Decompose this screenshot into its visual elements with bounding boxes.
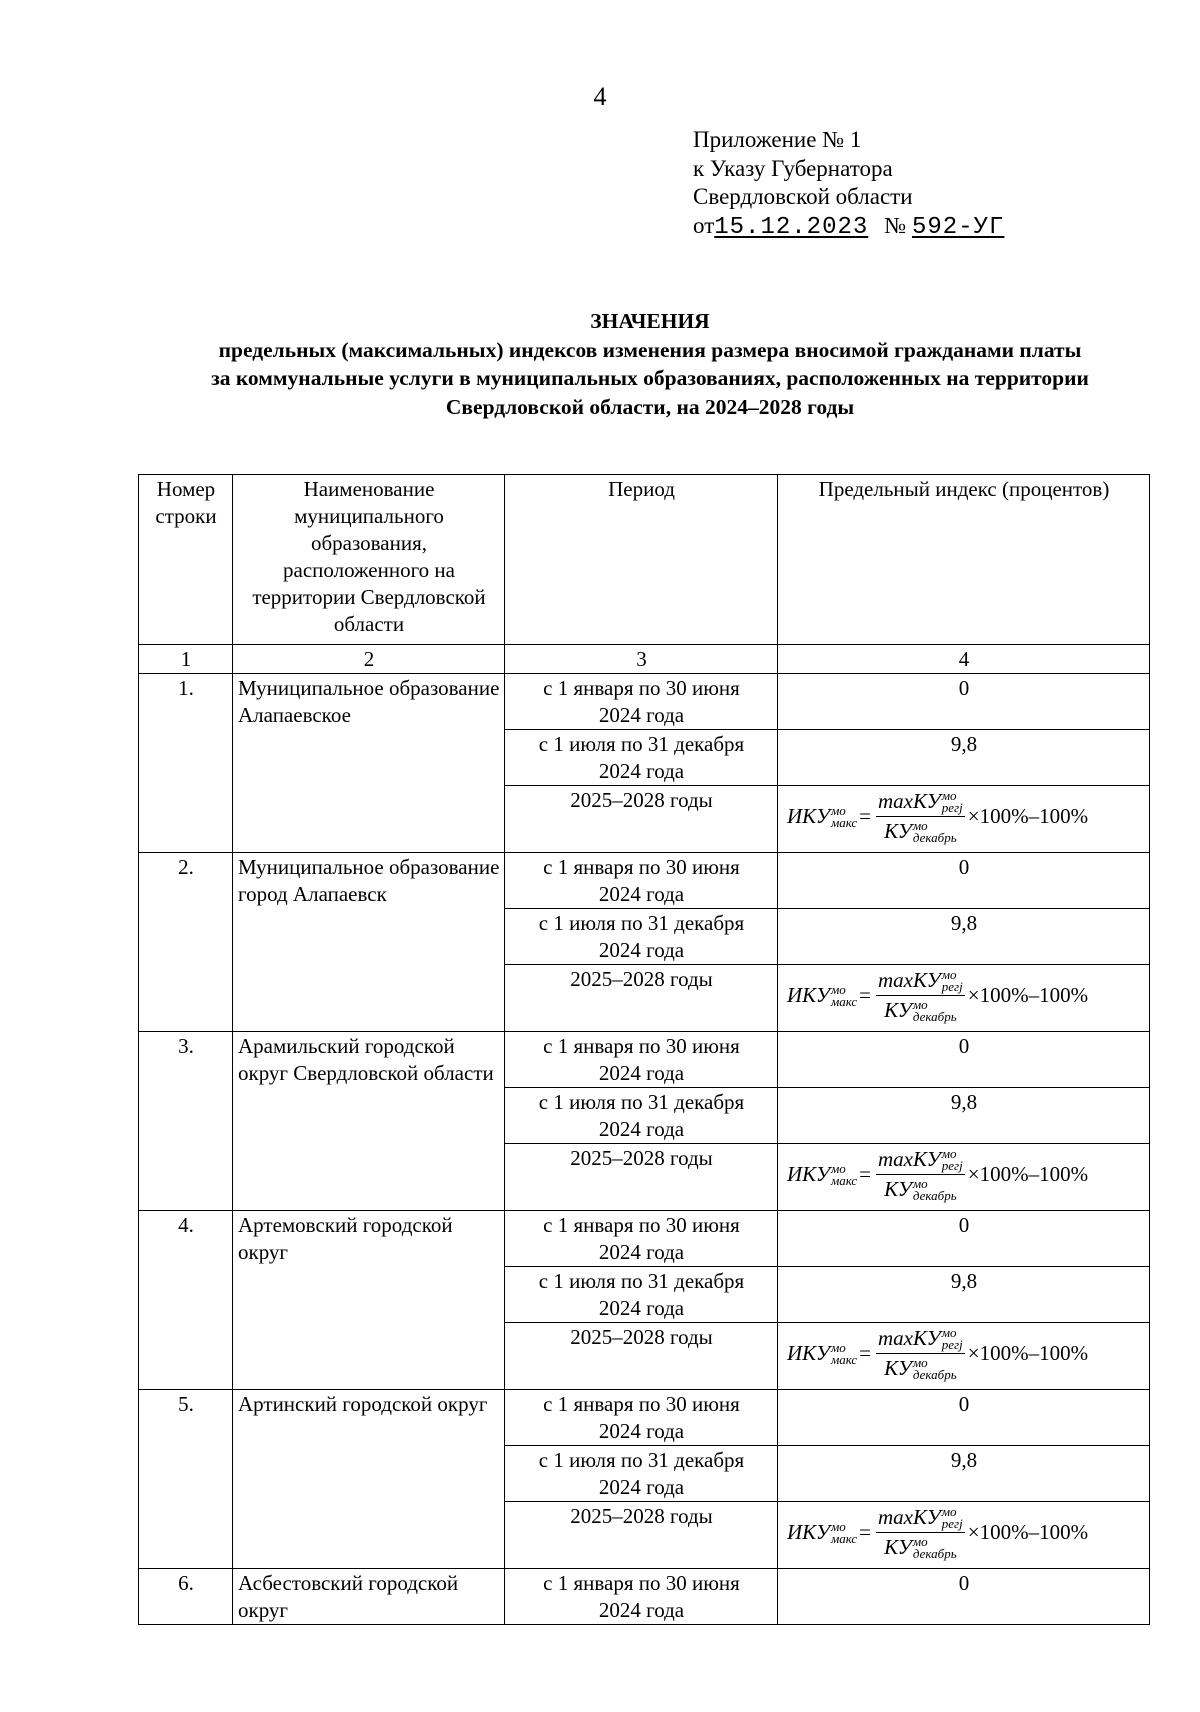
page-number: 4: [593, 82, 607, 111]
table-row: [139, 1390, 1150, 1446]
period-cell: с 1 июля по 31 декабря 2024 года: [505, 1446, 778, 1502]
title-line-1: предельных (максимальных) индексов изменения размера вносимой гражданами платы: [218, 337, 1082, 362]
index-value: 0: [778, 1032, 1150, 1088]
date-prefix: от: [693, 212, 715, 238]
table-row: [139, 1569, 1150, 1625]
municipality-name: Артемовский городской округ: [233, 1211, 505, 1390]
row-number: 6.: [139, 1569, 233, 1625]
formula-fraction: maxКУ мо регj КУ мо декабрь: [877, 966, 963, 1024]
index-formula: [778, 786, 1150, 853]
period-cell: 2025–2028 годы: [505, 786, 778, 853]
period-cell: с 1 января по 30 июня 2024 года: [505, 1390, 778, 1446]
column-numbers-row: [139, 645, 1150, 674]
period-cell: с 1 января по 30 июня 2024 года: [505, 1211, 778, 1267]
formula-fraction: maxКУ мо регj КУ мо декабрь: [877, 1503, 963, 1561]
index-value: 9,8: [778, 1267, 1150, 1323]
period-cell: с 1 июля по 31 декабря 2024 года: [505, 909, 778, 965]
formula-fraction: maxКУ мо регj КУ мо декабрь: [877, 1324, 963, 1382]
formula-lhs: ИКУ: [787, 983, 830, 1007]
index-formula: [778, 1502, 1150, 1569]
formula-fraction: maxКУ мо регj КУ мо декабрь: [877, 787, 963, 845]
column-number: 2: [233, 645, 505, 674]
header-period: Период: [505, 475, 778, 645]
column-number: 1: [139, 645, 233, 674]
table-row: [139, 674, 1150, 730]
municipality-name: Артинский городской округ: [233, 1390, 505, 1569]
formula: ИКУ мо макс = maxКУ мо регj КУ мо декабрь ×100%–100%: [787, 966, 1089, 1024]
appendix-line-1: Приложение № 1: [693, 127, 862, 152]
index-value: 9,8: [778, 1088, 1150, 1144]
row-number: 2.: [139, 853, 233, 1032]
index-value: 0: [778, 1569, 1150, 1625]
period-cell: с 1 июля по 31 декабря 2024 года: [505, 730, 778, 786]
period-cell: 2025–2028 годы: [505, 1144, 778, 1211]
municipality-name: Муниципальное образование город Алапаевск: [233, 853, 505, 1032]
table-header-row: [139, 475, 1150, 645]
municipality-name: Асбестовский городской округ: [233, 1569, 505, 1625]
title-line-3: Свердловской области, на 2024–2028 годы: [445, 394, 855, 419]
index-table: [138, 474, 1150, 1625]
table-row: [139, 1032, 1150, 1088]
table-row: [139, 853, 1150, 909]
index-formula: [778, 1323, 1150, 1390]
header-row-number: Номер строки: [139, 475, 233, 645]
row-number: 3.: [139, 1032, 233, 1211]
municipality-name: Муниципальное образование Алапаевское: [233, 674, 505, 853]
period-cell: с 1 июля по 31 декабря 2024 года: [505, 1267, 778, 1323]
formula-lhs: ИКУ: [787, 804, 830, 828]
period-cell: с 1 января по 30 июня 2024 года: [505, 674, 778, 730]
index-value: 9,8: [778, 909, 1150, 965]
index-value: 9,8: [778, 1446, 1150, 1502]
column-number: 3: [505, 645, 778, 674]
document-title: [140, 307, 1160, 421]
number-prefix: №: [884, 212, 907, 238]
decree-date: 15.12.2023: [714, 213, 869, 241]
municipality-name: Арамильский городской округ Свердловской области: [233, 1032, 505, 1211]
formula-lhs: ИКУ: [787, 1520, 830, 1544]
index-value: 0: [778, 853, 1150, 909]
period-cell: 2025–2028 годы: [505, 1323, 778, 1390]
index-formula: [778, 1144, 1150, 1211]
period-cell: 2025–2028 годы: [505, 965, 778, 1032]
formula: ИКУ мо макс = maxКУ мо регj КУ мо декабрь ×100%–100%: [787, 1145, 1089, 1203]
period-cell: с 1 июля по 31 декабря 2024 года: [505, 1088, 778, 1144]
period-cell: с 1 января по 30 июня 2024 года: [505, 1032, 778, 1088]
formula: ИКУ мо макс = maxКУ мо регj КУ мо декабрь ×100%–100%: [787, 787, 1089, 845]
index-value: 0: [778, 1211, 1150, 1267]
appendix-line-2: к Указу Губернатора: [693, 155, 893, 181]
period-cell: 2025–2028 годы: [505, 1502, 778, 1569]
formula-lhs: ИКУ: [787, 1162, 830, 1186]
index-value: 0: [778, 1390, 1150, 1446]
decree-number: 592-УГ: [911, 213, 1005, 241]
row-number: 5.: [139, 1390, 233, 1569]
formula-fraction: maxКУ мо регj КУ мо декабрь: [877, 1145, 963, 1203]
appendix-header: [693, 126, 1004, 242]
table-row: [139, 1211, 1150, 1267]
header-municipality: Наименование муниципального образования, расположенного на территории Свердловской области: [233, 475, 505, 645]
index-value: 9,8: [778, 730, 1150, 786]
title-line-2: за коммунальные услуги в муниципальных образованиях, расположенных на территории: [211, 366, 1089, 390]
formula-lhs: ИКУ: [787, 1341, 830, 1365]
index-value: 0: [778, 674, 1150, 730]
row-number: 1.: [139, 674, 233, 853]
header-index: Предельный индекс (процентов): [778, 475, 1150, 645]
formula: ИКУ мо макс = maxКУ мо регj КУ мо декабрь ×100%–100%: [787, 1324, 1089, 1382]
formula: ИКУ мо макс = maxКУ мо регj КУ мо декабрь ×100%–100%: [787, 1503, 1089, 1561]
appendix-line-3: Свердловской области: [693, 184, 913, 209]
period-cell: с 1 января по 30 июня 2024 года: [505, 853, 778, 909]
period-cell: с 1 января по 30 июня 2024 года: [505, 1569, 778, 1625]
column-number: 4: [778, 645, 1150, 674]
row-number: 4.: [139, 1211, 233, 1390]
index-formula: [778, 965, 1150, 1032]
appendix-date-line: [693, 212, 1004, 243]
title-heading: ЗНАЧЕНИЯ: [590, 309, 710, 333]
